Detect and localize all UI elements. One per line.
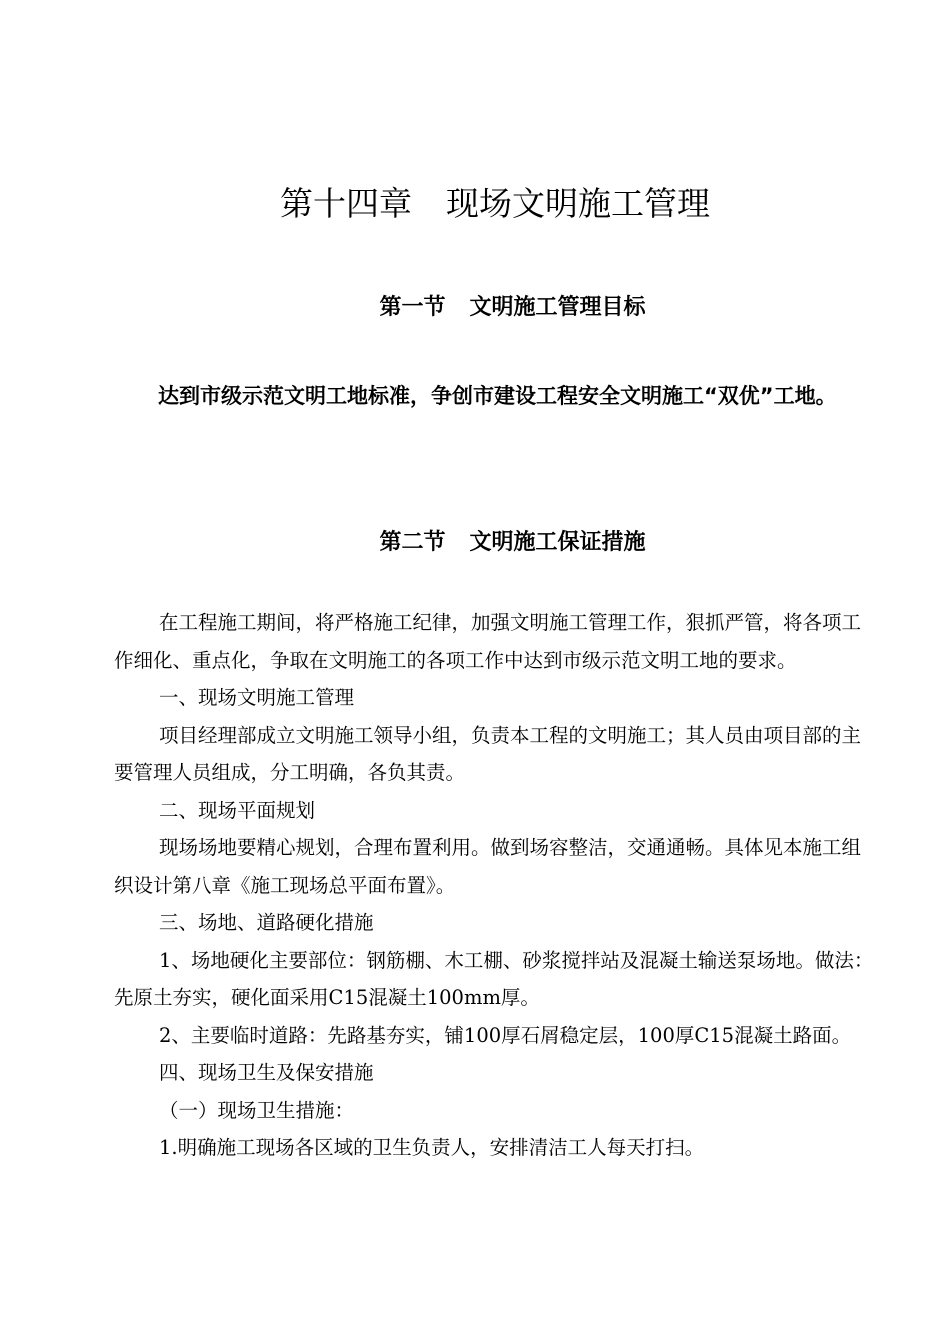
section-2-body	[114, 604, 874, 1167]
section-1-name: 文明施工管理目标	[469, 295, 646, 320]
heading-item-4: 四、现场卫生及保安措施	[159, 1061, 374, 1084]
paragraph-item-1: 项目经理部成立文明施工领导小组，负责本工程的文明施工；其人员由项目部的主要管理人员组成，分工明确，各负其责。	[114, 723, 862, 784]
chapter-title	[0, 182, 950, 226]
section-1-goal: 达到市级示范文明工地标准，争创市建设工程安全文明施工“双优”工地。	[158, 384, 837, 408]
subheading-item-4-1: （一）现场卫生措施：	[159, 1098, 355, 1122]
paragraph-item-3-2: 2、主要临时道路：先路基夯实，铺100厚石屑稳定层，100厚C15混凝土路面。	[159, 1023, 852, 1047]
paragraph-item-4-1-1: 1.明确施工现场各区域的卫生负责人，安排清洁工人每天打扫。	[159, 1136, 705, 1159]
section-2-name: 文明施工保证措施	[469, 530, 646, 555]
paragraph-item-3-1: 1、场地硬化主要部位：钢筋棚、木工棚、砂浆搅拌站及混凝土输送泵场地。做法：先原土夯实，硬化面采用C15混凝土100mm厚。	[114, 948, 874, 1009]
heading-item-1: 一、现场文明施工管理	[159, 686, 355, 709]
section-title-2	[0, 528, 950, 558]
section-2-number: 第二节	[379, 530, 446, 555]
paragraph-intro: 在工程施工期间，将严格施工纪律，加强文明施工管理工作，狠抓严管，将各项工作细化、重点化，争取在文明施工的各项工作中达到市级示范文明工地的要求。	[114, 611, 862, 672]
paragraph-item-2: 现场场地要精心规划，合理布置利用。做到场容整洁，交通通畅。具体见本施工组织设计第八章《施工现场总平面布置》。	[114, 836, 862, 897]
chapter-number: 第十四章	[280, 184, 412, 223]
chapter-name: 现场文明施工管理	[446, 184, 710, 223]
heading-item-2: 二、现场平面规划	[159, 798, 316, 822]
heading-item-3: 三、场地、道路硬化措施	[159, 911, 374, 934]
section-title-1	[0, 293, 950, 323]
section-1-number: 第一节	[379, 295, 446, 320]
